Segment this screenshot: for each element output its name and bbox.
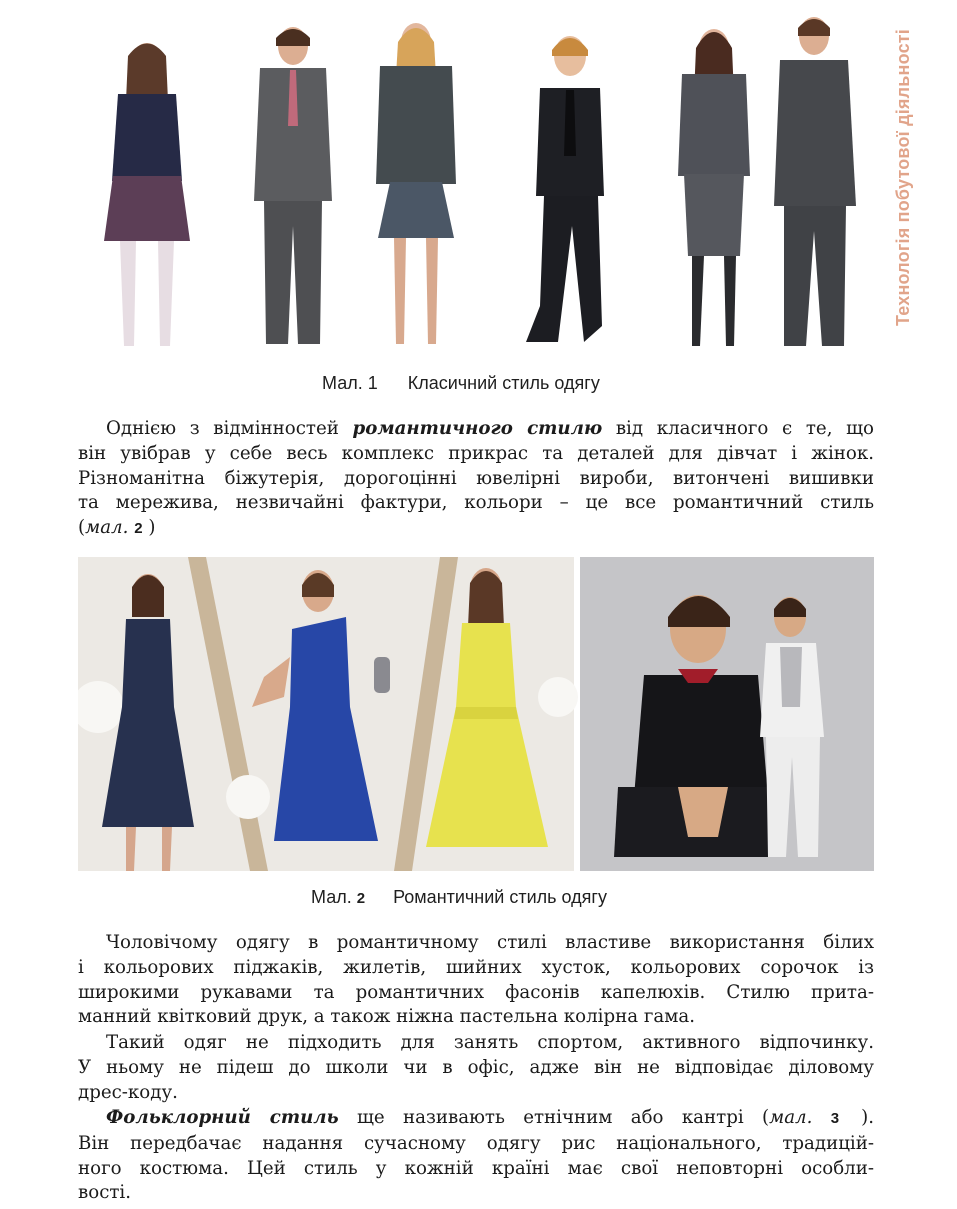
clutch-bag	[374, 657, 390, 693]
paragraph-folk-style	[78, 1106, 874, 1206]
section-side-title	[880, 8, 926, 348]
paragraph-line: Чоловічому одягу в романтичному стилі властиве використання білих	[106, 932, 874, 953]
paragraph-line: дрес-коду.	[78, 1081, 178, 1103]
figure-2-label: Мал.	[311, 887, 352, 907]
text: Однією з відмінностей	[106, 418, 353, 439]
paragraph-line	[78, 1106, 874, 1132]
figure-1-number: Мал. 1	[322, 373, 378, 393]
paragraph-romantic-menswear	[78, 931, 874, 1030]
text: (	[78, 517, 86, 539]
term-folk-style: Фольклорний стиль	[106, 1107, 339, 1128]
paragraph-line: він увібрав у себе весь комплекс прикрас та деталей для дівчат і жінок.	[78, 442, 874, 464]
figure-reference	[78, 516, 874, 542]
figure-1-title: Класичний стиль одягу	[407, 373, 600, 393]
paragraph-line: і кольорових піджаків, жилетів, шийних хусток, кольорових сорочок із	[78, 956, 874, 978]
ref-word: мал.	[85, 517, 129, 539]
text: ще називають етнічним або кантрі (	[338, 1107, 770, 1128]
paragraph-line: У ньому не підеш до школи чи в офіс, адже він не відповідає діловому	[78, 1056, 874, 1078]
paragraph-line: та мережива, незвичайні фактури, кольори – це все романтичний стиль	[78, 492, 874, 514]
figure-2-romantic-style-photo	[78, 557, 874, 871]
figure-1-caption	[322, 373, 600, 394]
text: ).	[861, 1107, 874, 1128]
text: від класичного є те, що	[602, 418, 874, 439]
term-romantic-style: романтичного стилю	[352, 418, 603, 439]
ref-number: 3	[830, 1110, 840, 1127]
paragraph-line: вості.	[78, 1182, 132, 1204]
paragraph-romantic-limitations	[78, 1031, 874, 1105]
paragraph-line: Різноманітна біжутерія, дорогоцінні ювелірні вироби, витончені вишивки	[78, 467, 874, 489]
figure-2-caption	[311, 887, 607, 908]
side-title-text: Технологія побутової діяльності	[892, 29, 913, 327]
paragraph-line	[78, 417, 874, 442]
ref-word: мал.	[769, 1107, 813, 1128]
figure-2-number: 2	[356, 890, 366, 907]
figure-2-title: Романтичний стиль одягу	[393, 887, 607, 907]
paragraph-line: манний квітковий друк, а також ніжна пастельна колірна гама.	[78, 1006, 695, 1028]
paragraph-line: Він передбачає надання сучасному одягу рис національного, традицій-	[78, 1132, 874, 1154]
text: )	[148, 517, 156, 539]
ref-number: 2	[134, 520, 143, 538]
figure-1-classic-style-photo	[78, 6, 874, 358]
paragraph-romantic-style-intro	[78, 417, 874, 542]
paragraph-line: Такий одяг не підходить для занять спортом, активного відпочинку.	[106, 1032, 874, 1053]
paragraph-line: широкими рукавами та романтичних фасонів капелюхів. Стилю прита-	[78, 981, 874, 1003]
paragraph-line: ного костюма. Цей стиль у кожній країні має свої неповторні особли-	[78, 1157, 874, 1179]
